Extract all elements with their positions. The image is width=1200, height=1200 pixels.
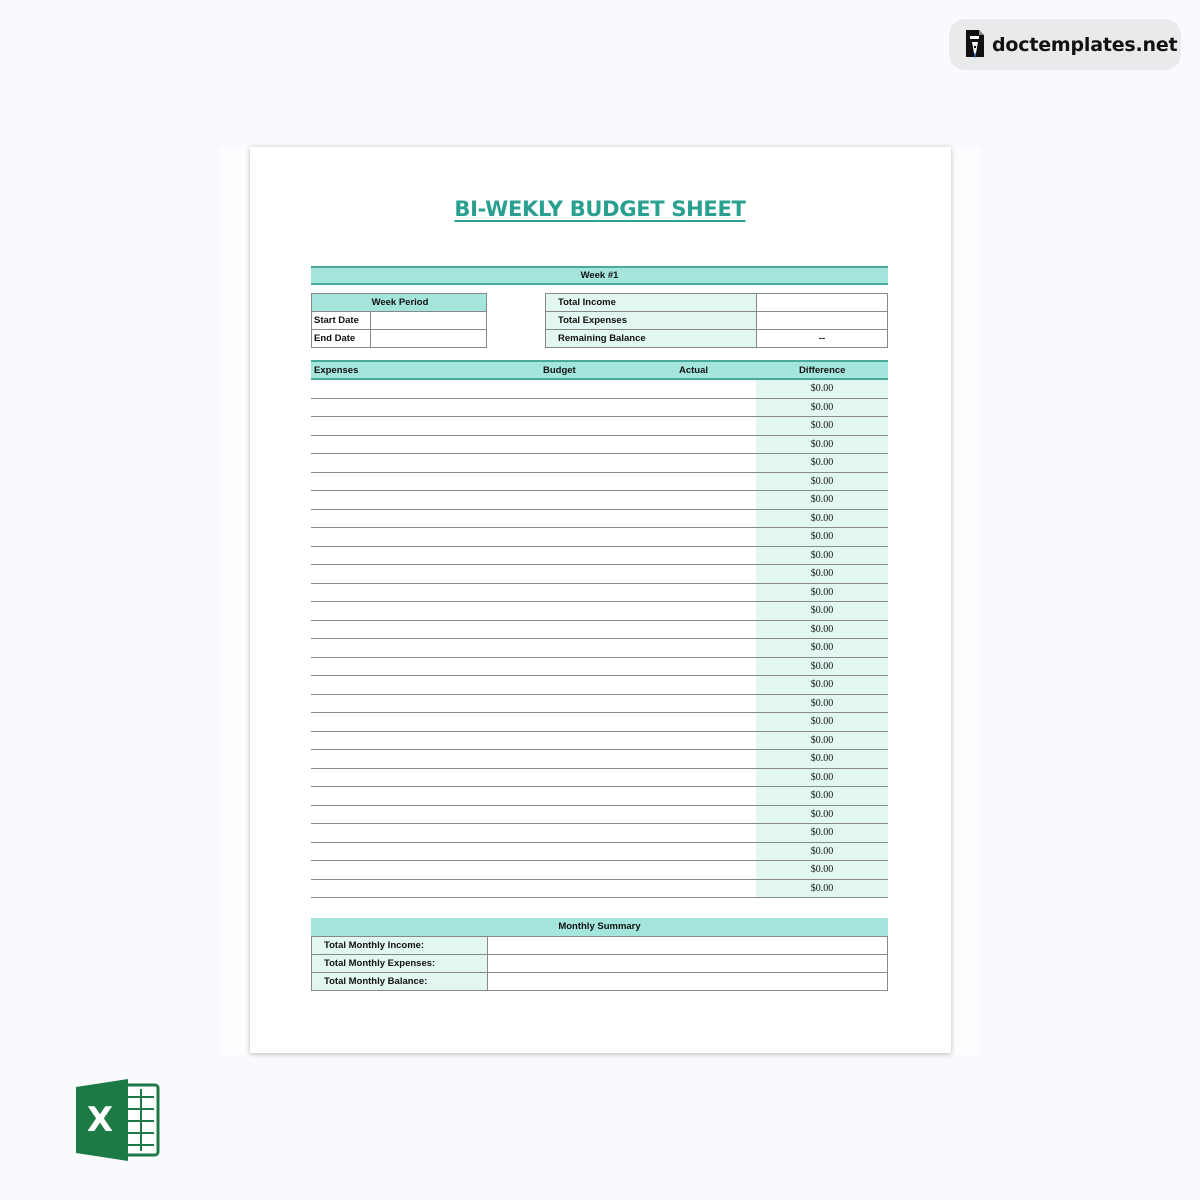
table-row[interactable]	[311, 547, 888, 566]
brand-badge[interactable]	[949, 19, 1181, 70]
table-row[interactable]	[311, 436, 888, 455]
table-row[interactable]	[311, 861, 888, 880]
table-row[interactable]	[311, 787, 888, 806]
table-row[interactable]	[311, 676, 888, 695]
table-row[interactable]	[311, 473, 888, 492]
difference-cell: $0.00	[756, 861, 888, 879]
table-row[interactable]	[311, 454, 888, 473]
monthly-balance-label: Total Monthly Balance:	[312, 973, 488, 991]
difference-cell: $0.00	[756, 806, 888, 824]
difference-cell: $0.00	[756, 510, 888, 528]
table-row[interactable]	[311, 695, 888, 714]
table-row[interactable]	[311, 602, 888, 621]
monthly-summary-table	[311, 936, 888, 991]
svg-text:X: X	[86, 1100, 114, 1140]
expenses-header-row	[311, 360, 888, 380]
brand-name: doctemplates.net	[992, 33, 1178, 56]
table-row[interactable]	[311, 491, 888, 510]
table-row[interactable]	[311, 621, 888, 640]
difference-cell: $0.00	[756, 528, 888, 546]
table-row[interactable]	[311, 510, 888, 529]
difference-cell: $0.00	[756, 750, 888, 768]
table-row[interactable]	[311, 806, 888, 825]
difference-cell: $0.00	[756, 399, 888, 417]
difference-cell: $0.00	[756, 602, 888, 620]
difference-cell: $0.00	[756, 565, 888, 583]
week-period-table	[311, 293, 487, 348]
table-row[interactable]	[311, 565, 888, 584]
table-row[interactable]	[311, 824, 888, 843]
document-title: BI-WEKLY BUDGET SHEET	[454, 197, 746, 221]
column-budget: Budget	[543, 365, 576, 376]
table-row[interactable]	[311, 417, 888, 436]
difference-cell: $0.00	[756, 621, 888, 639]
remaining-balance-value: --	[757, 330, 888, 348]
table-row[interactable]	[311, 639, 888, 658]
start-date-field[interactable]	[371, 312, 487, 330]
total-income-field[interactable]	[757, 294, 888, 312]
monthly-summary-header: Monthly Summary	[311, 918, 888, 936]
difference-cell: $0.00	[756, 584, 888, 602]
table-row[interactable]	[311, 843, 888, 862]
monthly-income-field[interactable]	[488, 937, 888, 955]
table-row[interactable]	[311, 528, 888, 547]
week-header: Week #1	[311, 266, 888, 285]
table-row[interactable]	[311, 769, 888, 788]
monthly-income-label: Total Monthly Income:	[312, 937, 488, 955]
difference-cell: $0.00	[756, 843, 888, 861]
difference-cell: $0.00	[756, 436, 888, 454]
difference-cell: $0.00	[756, 417, 888, 435]
column-actual: Actual	[679, 365, 709, 376]
monthly-expenses-label: Total Monthly Expenses:	[312, 955, 488, 973]
difference-cell: $0.00	[756, 769, 888, 787]
table-row[interactable]	[311, 380, 888, 399]
end-date-label: End Date	[312, 330, 371, 348]
monthly-expenses-field[interactable]	[488, 955, 888, 973]
totals-table	[545, 293, 888, 348]
expenses-table-body	[311, 380, 888, 898]
difference-cell: $0.00	[756, 639, 888, 657]
table-row[interactable]	[311, 750, 888, 769]
difference-cell: $0.00	[756, 380, 888, 398]
difference-cell: $0.00	[756, 658, 888, 676]
column-expenses: Expenses	[314, 365, 359, 376]
start-date-label: Start Date	[312, 312, 371, 330]
difference-cell: $0.00	[756, 787, 888, 805]
table-row[interactable]	[311, 732, 888, 751]
difference-cell: $0.00	[756, 695, 888, 713]
table-row[interactable]	[311, 713, 888, 732]
table-row[interactable]	[311, 658, 888, 677]
difference-cell: $0.00	[756, 473, 888, 491]
difference-cell: $0.00	[756, 491, 888, 509]
table-row[interactable]	[311, 399, 888, 418]
week-period-header: Week Period	[312, 294, 487, 312]
end-date-field[interactable]	[371, 330, 487, 348]
difference-cell: $0.00	[756, 880, 888, 898]
difference-cell: $0.00	[756, 713, 888, 731]
total-expenses-field[interactable]	[757, 312, 888, 330]
remaining-balance-label: Remaining Balance	[546, 330, 757, 348]
difference-cell: $0.00	[756, 547, 888, 565]
table-row[interactable]	[311, 584, 888, 603]
monthly-balance-field[interactable]	[488, 973, 888, 991]
table-row[interactable]	[311, 880, 888, 899]
total-income-label: Total Income	[546, 294, 757, 312]
total-expenses-label: Total Expenses	[546, 312, 757, 330]
difference-cell: $0.00	[756, 676, 888, 694]
document-pen-icon	[962, 28, 988, 62]
difference-cell: $0.00	[756, 732, 888, 750]
difference-cell: $0.00	[756, 824, 888, 842]
excel-icon	[76, 1079, 160, 1161]
difference-cell: $0.00	[756, 454, 888, 472]
column-difference: Difference	[799, 365, 846, 376]
